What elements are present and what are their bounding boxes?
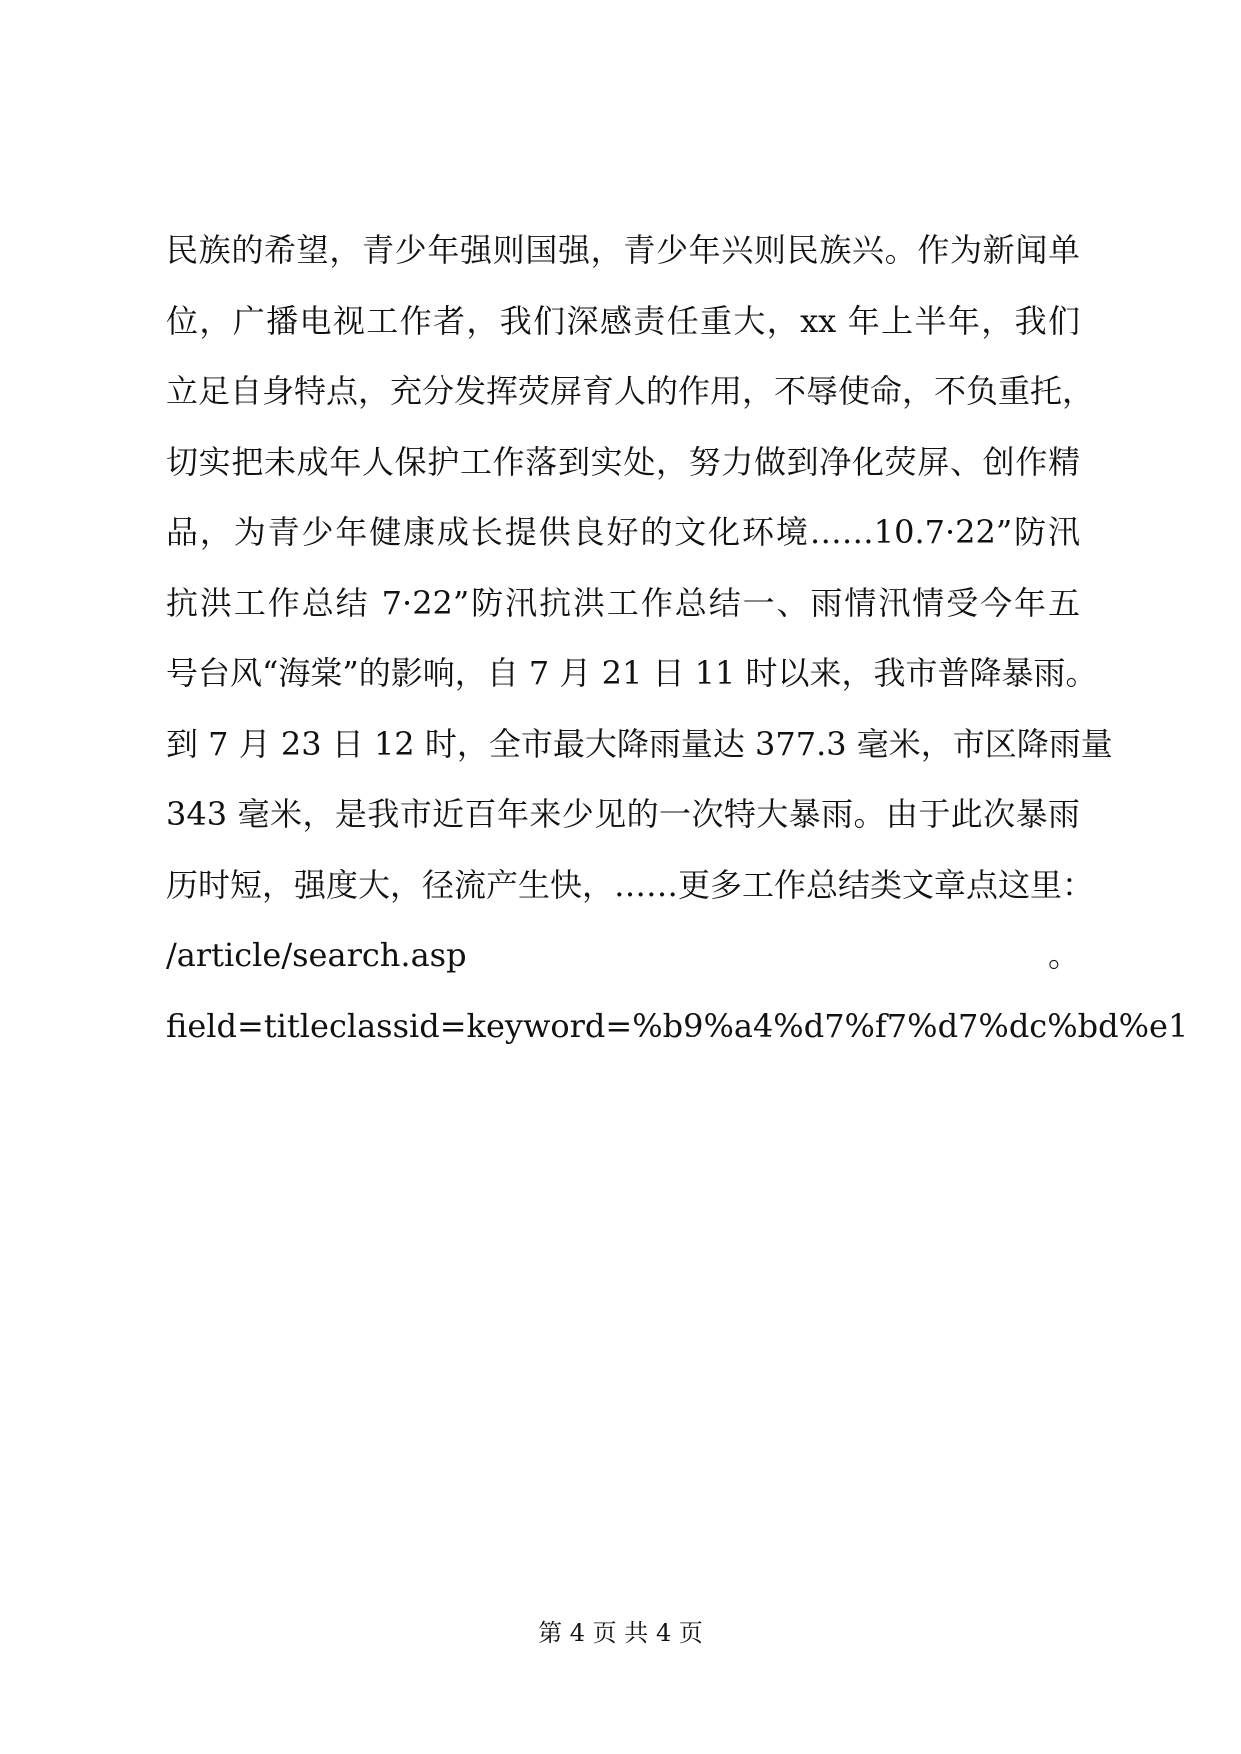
text-line-4: 切实把未成年人保护工作落到实处，努力做到净化荧屏、创作精 — [166, 443, 1080, 481]
url-period: 。 — [1047, 936, 1080, 974]
url-query-line: field=titleclassid=keyword=%b9%a4%d7%f7%d7%dc%bd%e1 — [166, 1007, 1189, 1045]
text-line-8: 到 7 月 23 日 12 时，全市最大降雨量达 377.3 毫米，市区降雨量 — [166, 725, 1113, 763]
text-line-3: 立足自身特点，充分发挥荧屏育人的作用，不辱使命，不负重托， — [166, 372, 1095, 410]
text-line-1: 民族的希望，青少年强则国强，青少年兴则民族兴。作为新闻单 — [166, 231, 1080, 269]
url-path: /article/search.asp — [166, 936, 467, 974]
text-line-10: 历时短，强度大，径流产生快，……更多工作总结类文章点这里： — [166, 866, 1095, 904]
text-line-6: 抗洪工作总结 7·22”防汛抗洪工作总结一、雨情汛情受今年五 — [166, 584, 1080, 622]
page-footer: 第 4 页 共 4 页 — [538, 1619, 703, 1647]
text-line-5: 品，为青少年健康成长提供良好的文化环境……10.7·22”防汛 — [166, 513, 1080, 551]
text-line-7: 号台风“海棠”的影响，自 7 月 21 日 11 时以来，我市普降暴雨。 — [166, 654, 1098, 692]
url-line — [166, 930, 1080, 980]
text-line-2: 位，广播电视工作者，我们深感责任重大，xx 年上半年，我们 — [166, 302, 1080, 340]
text-line-9: 343 毫米，是我市近百年来少见的一次特大暴雨。由于此次暴雨 — [166, 795, 1080, 833]
